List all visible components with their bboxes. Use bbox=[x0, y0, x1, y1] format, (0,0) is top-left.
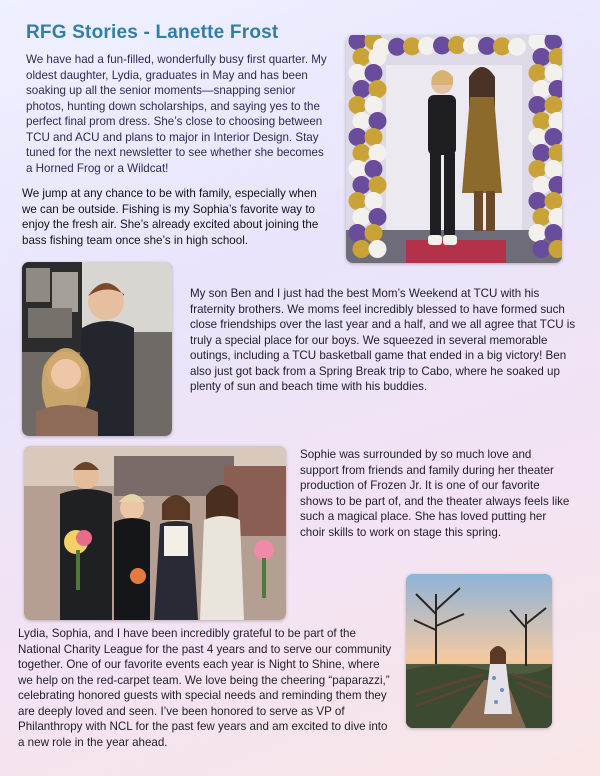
tcu-moms-weekend-paragraph: My son Ben and I just had the best Mom’s Weekend at TCU with his fraternity brothers. We moms feel incredibly blessed to have formed such close friendships over the last year and a half, and we all agree that TCU is truly a special place for our boys. We squeezed in several memorable outings, including a TCU basketball game that ended in a big victory! Ben also just got back from a Spring Break trip to Cabo, where he soaked up plenty of sun and beach time with his buddies. bbox=[190, 287, 576, 393]
page-title: RFG Stories - Lanette Frost bbox=[26, 22, 279, 43]
intro-paragraph: We have had a fun-filled, wonderfully busy first quarter. My oldest daughter, Lydia, graduates in May and has been soaking up all the senior moments—snapping senior photos, hunting down scholarships, and saying yes to the perfect final prom dress. She’s close to choosing between TCU and ACU and plans to major in Interior Design. Stay tuned for the next newsletter to see whether she becomes a Horned Frog or a Wildcat! bbox=[26, 53, 327, 175]
theater-family-photo bbox=[24, 446, 286, 620]
ben-and-mom-photo bbox=[22, 262, 172, 436]
theater-paragraph: Sophie was surrounded by so much love and support from friends and family during her theater production of Frozen Jr. It is one of our favorite shows to be part of, and the theater always feels like such a magical place. She has loved putting her choir skills to work on stage this spring. bbox=[300, 448, 570, 539]
sunset-boardwalk-photo bbox=[406, 574, 552, 728]
balloon-arch-photo bbox=[346, 35, 562, 263]
family-outdoors-paragraph: We jump at any chance to be with family, especially when we can be outside. Fishing is my Sophia’s favorite way to enjoy the fresh air. She’s already excited about joining the bass fishing team once she’s in high school. bbox=[22, 187, 319, 247]
ncl-paragraph: Lydia, Sophia, and I have been incredibly grateful to be part of the National Charity League for the past 4 years and to serve our community together. One of our favorite events each year is Night to Shine, where we help on the red-carpet team. We love being the cheering “paparazzi,” celebrating honored guests with special needs and reminding them they are deeply loved and seen. I’ve been honored to serve as VP of Philanthropy with NCL for the past few years and am excited to dive into a new role in the year ahead. bbox=[18, 627, 392, 749]
